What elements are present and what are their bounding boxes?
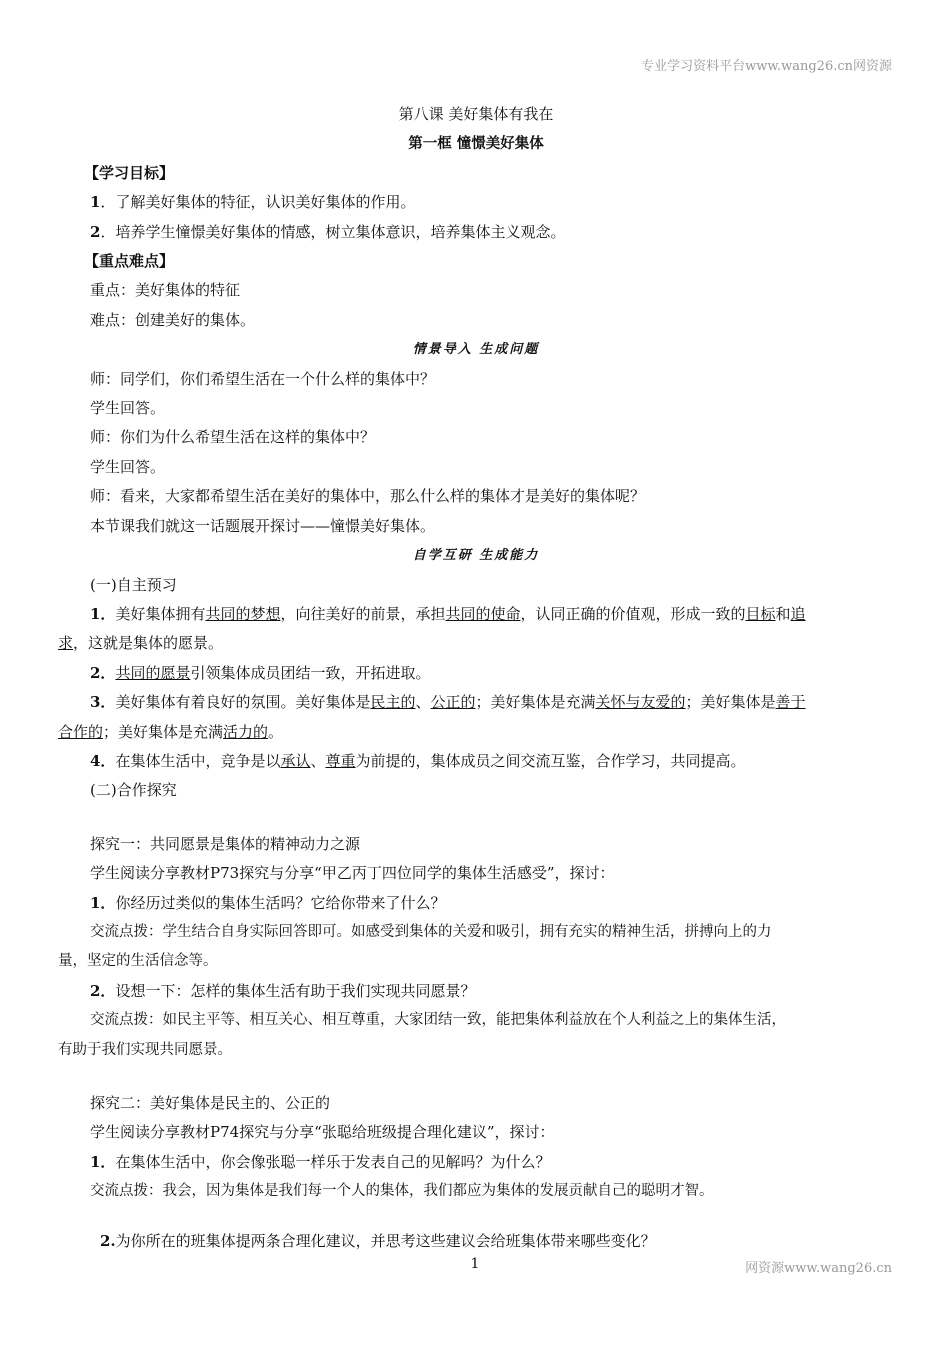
explore-1-a2-cont: 有助于我们实现共同愿景。	[58, 1041, 232, 1058]
header-watermark: 专业学习资料平台www.wang26.cn网资源	[641, 59, 892, 74]
explore-2-q2: 2.为你所在的班集体提两条合理化建议，并思考这些建议会给班集体带来哪些变化？	[100, 1231, 656, 1250]
key-heading: 【重点难点】	[84, 252, 175, 271]
intro-line: 师：看来，大家都希望生活在美好的集体中，那么什么样的集体才是美好的集体呢？	[90, 487, 646, 506]
explore-1-title: 探究一：共同愿景是集体的精神动力之源	[90, 834, 361, 853]
intro-line: 师：你们为什么希望生活在这样的集体中？	[90, 428, 376, 447]
explore-1-a2: 交流点拨：如民主平等、相互关心、相互尊重，大家团结一致，能把集体利益放在个人利益之上的集体生活，	[90, 1012, 786, 1029]
preview-item-1: 1．美好集体拥有共同的梦想，向往美好的前景，承担共同的使命，认同正确的价值观，形成一致的目标和追 求，这就是集体的愿景。	[58, 604, 806, 653]
intro-line: 学生回答。	[90, 399, 166, 418]
explore-2-read: 学生阅读分享教材P74探究与分享“张聪给班级提合理化建议”，探讨：	[90, 1123, 555, 1142]
explore-1-a1-cont: 量，坚定的生活信念等。	[58, 953, 218, 970]
section-title: 第一框 憧憬美好集体	[408, 135, 544, 153]
explore-1-q2: 2．设想一下：怎样的集体生活有助于我们实现共同愿景？	[90, 981, 476, 1000]
goal-item: 1．了解美好集体的特征，认识美好集体的作用。	[90, 193, 416, 212]
explore-1-q1: 1．你经历过类似的集体生活吗？它给你带来了什么？	[90, 893, 446, 912]
document-body	[58, 100, 894, 1256]
page-number: 1	[470, 1256, 480, 1272]
footer-watermark: 网资源www.wang26.cn	[745, 1261, 892, 1276]
goal-item: 2．培养学生憧憬美好集体的情感，树立集体意识，培养集体主义观念。	[90, 222, 566, 241]
explore-2-title: 探究二：美好集体是民主的、公正的	[90, 1094, 331, 1112]
study-heading: 自学互研 生成能力	[412, 548, 540, 564]
spacer	[58, 1065, 894, 1089]
difficult-point: 难点：创建美好的集体。	[90, 310, 256, 329]
goals-heading: 【学习目标】	[84, 163, 175, 182]
preview-item-4: 4．在集体生活中，竞争是以承认、尊重为前提的，集体成员之间交流互鉴，合作学习，共同提高。	[90, 751, 746, 770]
explore-2-a1: 交流点拨：我会，因为集体是我们每一个人的集体，我们都应为集体的发展贡献自己的聪明才智。	[90, 1183, 714, 1200]
intro-line: 学生回答。	[90, 457, 166, 476]
spacer	[58, 1207, 894, 1227]
preview-item-2: 2．共同的愿景引领集体成员团结一致，开拓进取。	[90, 663, 431, 682]
preview-item-3: 3．美好集体有着良好的氛围。美好集体是民主的、公正的；美好集体是充满关怀与友爱的；美好集体是善于 合作的；美好集体是充满活力的。	[58, 693, 806, 741]
intro-line: 本节课我们就这一话题展开探讨——憧憬美好集体。	[90, 516, 436, 535]
explore-2-q1: 1．在集体生活中，你会像张聪一样乐于发表自己的见解吗？为什么？	[90, 1152, 551, 1171]
lesson-title: 第八课 美好集体有我在	[398, 105, 554, 123]
intro-heading: 情景导入 生成问题	[412, 342, 540, 358]
key-point: 重点：美好集体的特征	[90, 281, 241, 300]
coop-label: (二)合作探究	[90, 781, 177, 800]
intro-line: 师：同学们，你们希望生活在一个什么样的集体中？	[90, 369, 436, 388]
preview-label: (一)自主预习	[90, 575, 177, 594]
explore-1-read: 学生阅读分享教材P73探究与分享“甲乙丙丁四位同学的集体生活感受”，探讨：	[90, 864, 615, 883]
explore-1-a1: 交流点拨：学生结合自身实际回答即可。如感受到集体的关爱和吸引，拥有充实的精神生活，拼搏向上的力	[90, 923, 772, 940]
spacer	[58, 806, 894, 830]
